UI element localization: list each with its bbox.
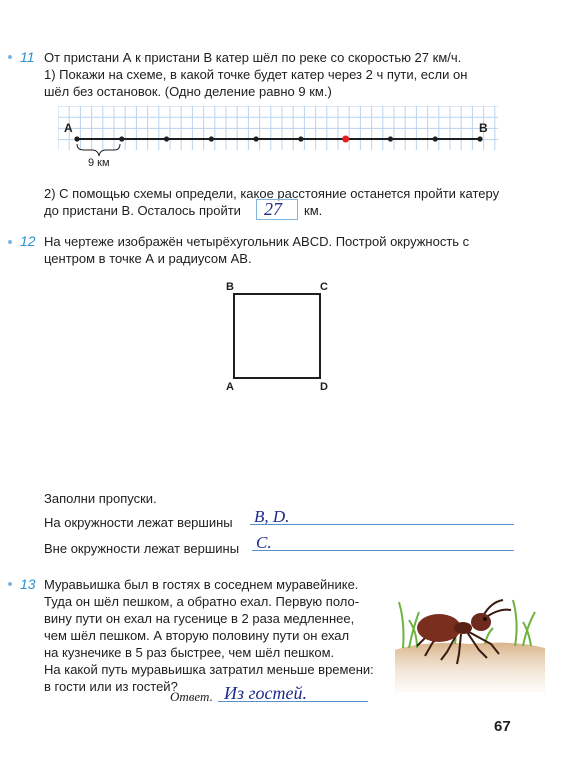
task-13-text-line: вину пути он ехал на гусенице в 2 раза медленнее, xyxy=(44,611,355,626)
division-point xyxy=(119,136,124,141)
task-11-text-line: шёл без остановок. (Одно деление равно 9 км.) xyxy=(44,84,332,99)
division-point xyxy=(388,136,393,141)
division-point xyxy=(254,136,259,141)
answer-point xyxy=(342,136,349,143)
task-13-text-line: чем шёл пешком. А вторую половину пути он ехал xyxy=(44,628,350,643)
on-circle-answer-line[interactable] xyxy=(250,524,514,525)
task-11-text-line: От пристани А к пристани В катер шёл по реке со скоростью 27 км/ч. xyxy=(44,50,462,65)
task-13-text-line: Муравьишка был в гостях в соседнем муравейнике. xyxy=(44,577,359,592)
task-12-number: 12 xyxy=(20,233,36,249)
quadrilateral-abcd xyxy=(222,276,342,396)
on-circle-label: На окружности лежат вершины xyxy=(44,515,233,530)
task-13-answer-line[interactable] xyxy=(218,701,368,702)
task-13-answer: Из гостей. xyxy=(224,683,308,703)
fill-in-title: Заполни пропуски. xyxy=(44,491,157,506)
task-11-text-line: 1) Покажи на схеме, в какой точке будет катер через 2 ч пути, если он xyxy=(44,67,468,82)
answer-box[interactable] xyxy=(256,199,298,220)
off-circle-answer: C. xyxy=(256,533,272,552)
vertex-a-label: A xyxy=(226,381,234,393)
vertex-d-label: D xyxy=(320,381,328,393)
grid xyxy=(58,106,498,150)
division-point xyxy=(298,136,303,141)
ant-illustration xyxy=(395,582,545,692)
on-circle-answer: B, D. xyxy=(254,507,290,526)
task-13-number: 13 xyxy=(20,576,36,592)
off-circle-label: Вне окружности лежат вершины xyxy=(44,541,240,556)
task-11-part2-line: до пристани В. Осталось пройти xyxy=(44,203,241,218)
task-11-number: 11 xyxy=(20,49,35,65)
number-line-diagram xyxy=(58,106,498,172)
point-b-label: B xyxy=(479,121,488,135)
point-a-label: A xyxy=(64,121,73,135)
division-point xyxy=(477,136,482,141)
task-13-text-line: на кузнечике в 5 раз быстрее, чем шёл пешком. xyxy=(44,645,335,660)
page-number: 67 xyxy=(494,718,511,735)
division-point xyxy=(74,136,79,141)
task-11-part2-line: 2) С помощью схемы определи, какое расстояние останется пройти катеру xyxy=(44,186,500,201)
task-13-text-line: в гости или из гостей? xyxy=(44,679,178,694)
answer-label: Ответ. xyxy=(170,689,213,704)
division-point xyxy=(433,136,438,141)
off-circle-answer-line[interactable] xyxy=(252,550,514,551)
segment-label: 9 км xyxy=(88,157,110,169)
margin-dot xyxy=(8,240,12,244)
task-12-text-line: На чертеже изображён четырёхугольник ABCD. Построй окружность с xyxy=(44,234,470,249)
division-point xyxy=(209,136,214,141)
task-13-text-line: Туда он шёл пешком, а обратно ехал. Первую поло- xyxy=(44,594,360,609)
unit-label: км. xyxy=(304,203,323,218)
task-12-text-line: центром в точке А и радиусом АВ. xyxy=(44,251,252,266)
task-13-text-line: На какой путь муравьишка затратил меньше времени: xyxy=(44,662,374,677)
margin-dot xyxy=(8,55,12,59)
margin-dot xyxy=(8,582,12,586)
square-shape xyxy=(234,294,320,378)
vertex-c-label: C xyxy=(320,281,328,293)
division-point xyxy=(164,136,169,141)
vertex-b-label: B xyxy=(226,281,234,293)
distance-answer: 27 xyxy=(264,199,282,219)
ground xyxy=(395,643,545,692)
